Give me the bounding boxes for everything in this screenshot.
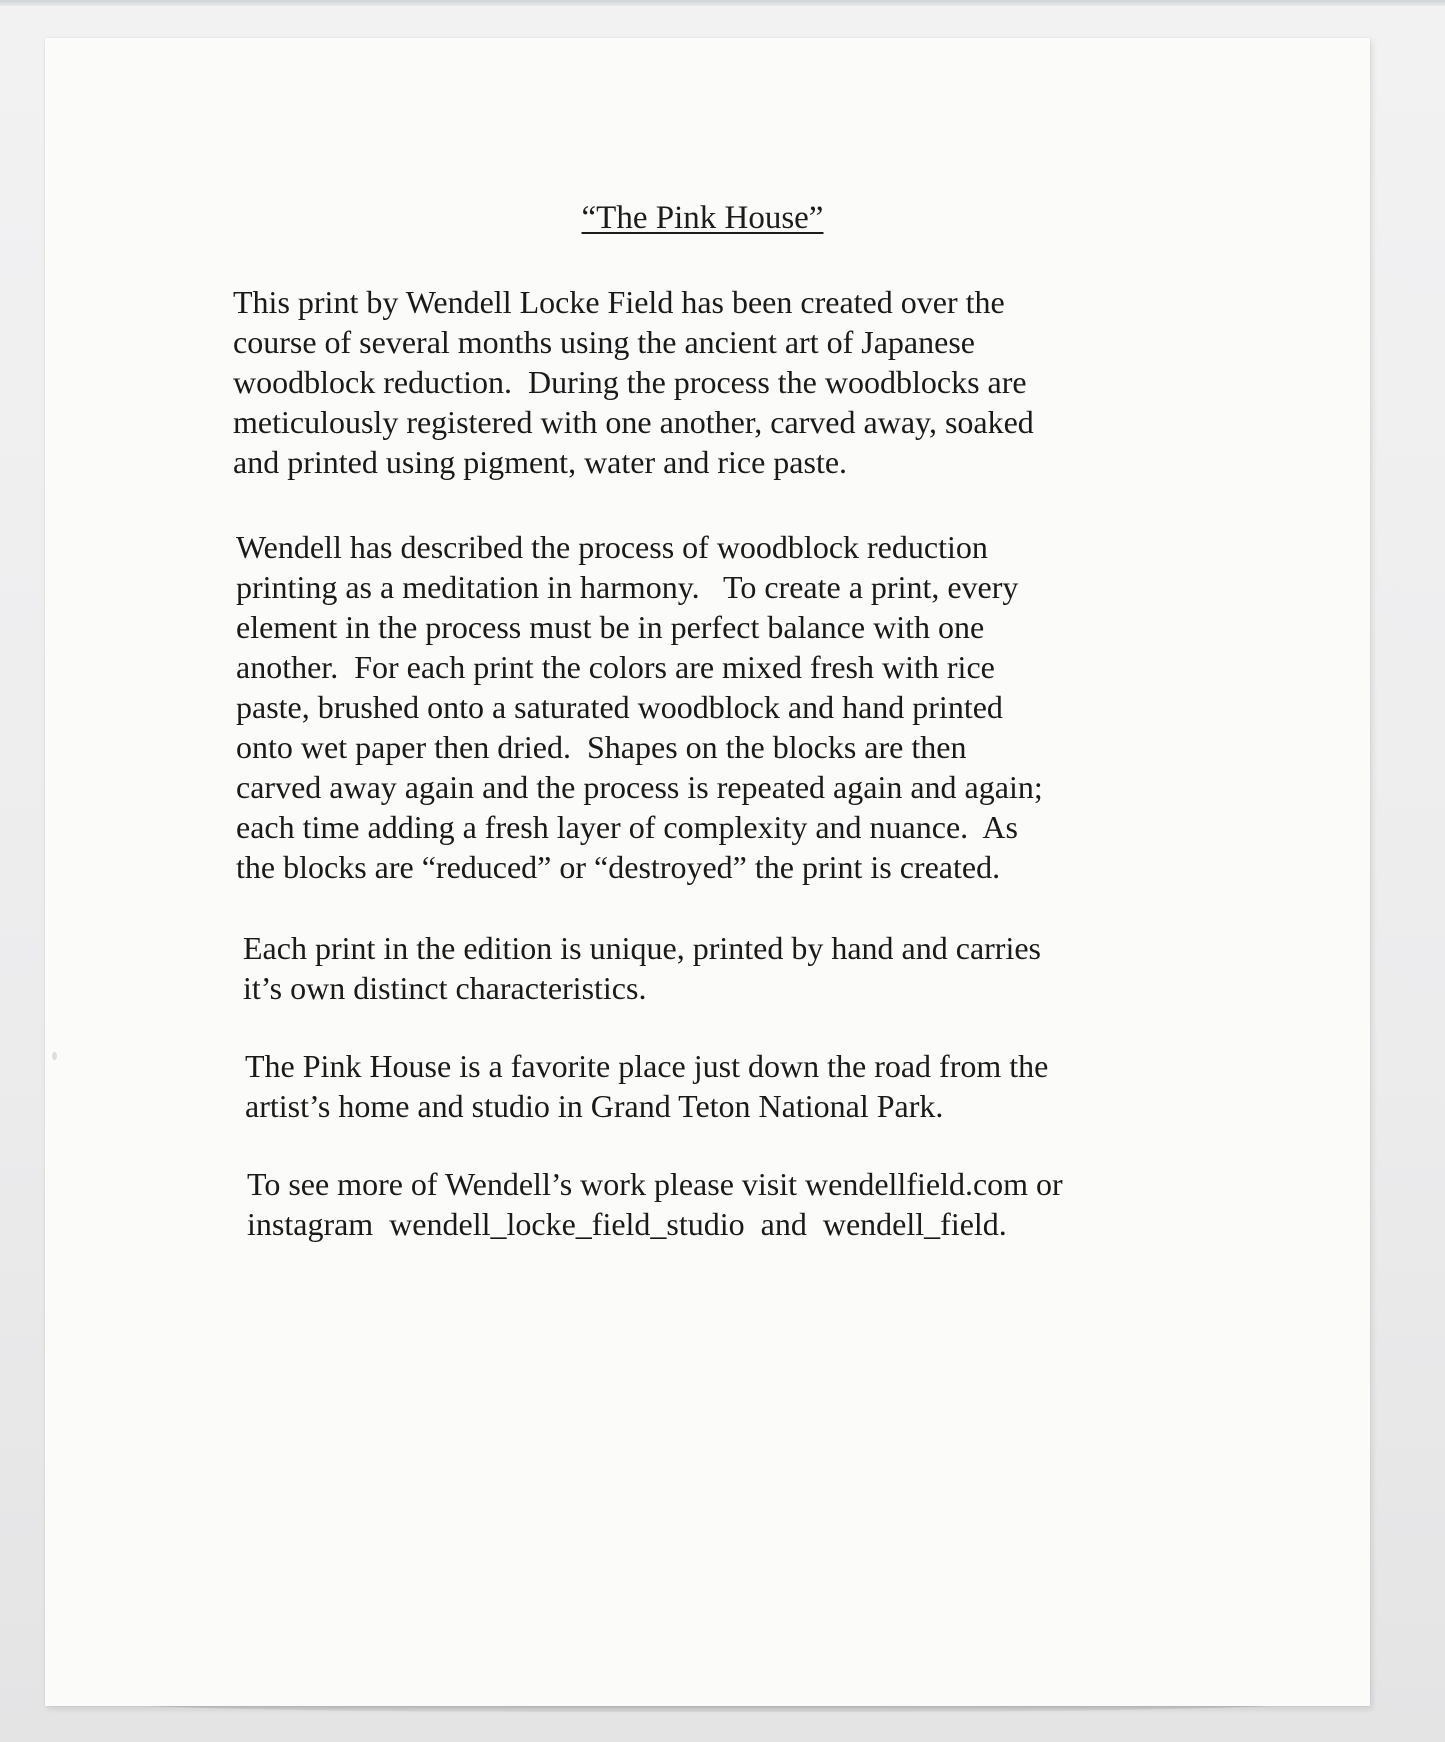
paragraph-line: element in the process must be in perfect balance with one [236, 609, 985, 645]
paragraph-line: To see more of Wendell’s work please visit wendellfield.com or [247, 1166, 1063, 1202]
paragraph-line: each time adding a fresh layer of complexity and nuance. As [236, 809, 1018, 845]
paragraph-process [233, 282, 1193, 482]
wall-nail [52, 1052, 57, 1060]
paragraph-line: onto wet paper then dried. Shapes on the blocks are then [236, 729, 967, 765]
paragraph-line: paste, brushed onto a saturated woodblock and hand printed [236, 689, 1003, 725]
paragraph-line: Wendell has described the process of woodblock reduction [236, 529, 988, 565]
paragraph-line: carved away again and the process is repeated again and again; [236, 769, 1043, 805]
document-title: “The Pink House” [581, 200, 824, 236]
paragraph-meditation [236, 527, 1196, 887]
top-edge [0, 0, 1445, 6]
paragraph-line: the blocks are “reduced” or “destroyed” the print is created. [236, 849, 1001, 885]
paragraph-line: woodblock reduction. During the process the woodblocks are [233, 364, 1027, 400]
paragraph-contact [247, 1164, 1207, 1244]
paragraph-line: and printed using pigment, water and rice paste. [233, 444, 848, 480]
paragraph-line: This print by Wendell Locke Field has been created over the [233, 284, 1005, 320]
paragraph-line: meticulously registered with one another, carved away, soaked [233, 404, 1034, 440]
paragraph-line: printing as a meditation in harmony. To create a print, every [236, 569, 1019, 605]
paragraph-line: Each print in the edition is unique, printed by hand and carries [243, 930, 1041, 966]
paragraph-line: The Pink House is a favorite place just down the road from the [245, 1048, 1049, 1084]
paragraph-edition [243, 928, 1203, 1008]
paragraph-line: instagram wendell_locke_field_studio and wendell_field. [247, 1206, 1007, 1242]
paragraph-line: course of several months using the ancient art of Japanese [233, 324, 975, 360]
paragraph-line: it’s own distinct characteristics. [243, 970, 647, 1006]
paragraph-line: artist’s home and studio in Grand Teton National Park. [245, 1088, 944, 1124]
paragraph-location [245, 1046, 1205, 1126]
paragraph-line: another. For each print the colors are mixed fresh with rice [236, 649, 995, 685]
